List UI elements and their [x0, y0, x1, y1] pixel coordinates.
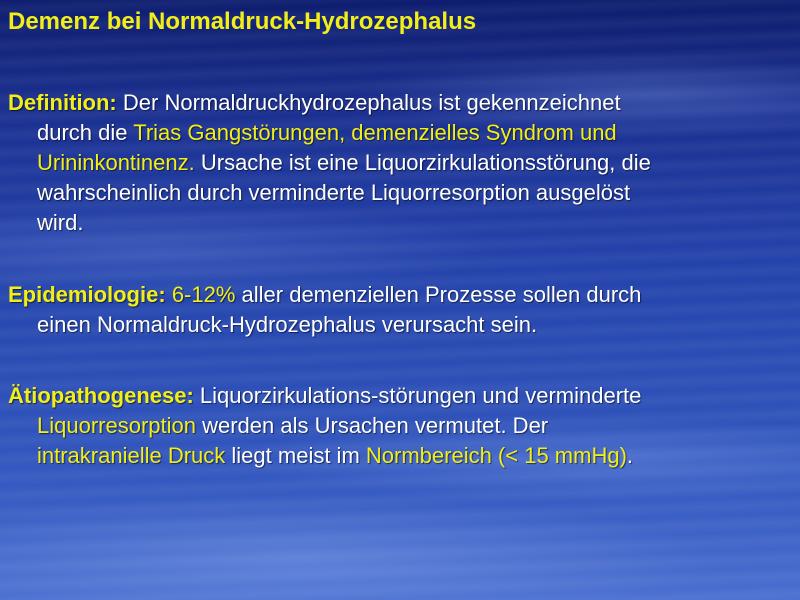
aetiology-line-2 [8, 411, 788, 441]
definition-line-2 [8, 118, 788, 148]
slide-title: Demenz bei Normaldruck-Hydrozephalus [8, 8, 477, 35]
aetiology-text: . [626, 443, 634, 468]
definition-label: Definition: [8, 90, 117, 115]
aetiology-line-3 [8, 441, 788, 471]
aetiology-text: Liquorzirkulations-störungen und verminderte [193, 383, 642, 408]
definition-line-4 [8, 178, 788, 208]
aetiology-line-1 [8, 381, 788, 411]
epidemiology-text: einen Normaldruck-Hydrozephalus verursacht sein. [37, 312, 538, 337]
definition-text: Ursache ist eine Liquorzirkulationsstörung, die [194, 150, 651, 175]
definition-paragraph [8, 88, 788, 238]
definition-text: Der Normaldruckhydrozephalus ist gekennzeichnet [116, 90, 621, 115]
aetiology-highlight: intrakranielle Druck [37, 443, 226, 468]
definition-text: durch die [37, 120, 134, 145]
definition-highlight: Urininkontinenz. [37, 150, 195, 175]
epidemiology-text: aller demenziellen Prozesse sollen durch [235, 282, 642, 307]
epidemiology-line-2 [8, 310, 788, 340]
epidemiology-highlight: 6-12% [171, 282, 236, 307]
definition-line-1 [8, 88, 788, 118]
definition-line-5 [8, 208, 788, 238]
aetiology-paragraph [8, 381, 788, 471]
aetiology-highlight: Liquorresorption [37, 413, 196, 438]
epidemiology-paragraph [8, 280, 788, 340]
definition-text: wahrscheinlich durch verminderte Liquorresorption ausgelöst [37, 180, 631, 205]
epidemiology-line-1 [8, 280, 788, 310]
epidemiology-label: Epidemiologie: [8, 282, 166, 307]
aetiology-label: Ätiopathogenese: [8, 383, 194, 408]
definition-text: wird. [37, 210, 84, 235]
aetiology-text: werden als Ursachen vermutet. Der [195, 413, 549, 438]
definition-line-3 [8, 148, 788, 178]
aetiology-highlight: Normbereich (< 15 mmHg) [365, 443, 627, 468]
aetiology-text: liegt meist im [225, 443, 366, 468]
definition-highlight: Trias Gangstörungen, demenzielles Syndrom und [133, 120, 617, 145]
